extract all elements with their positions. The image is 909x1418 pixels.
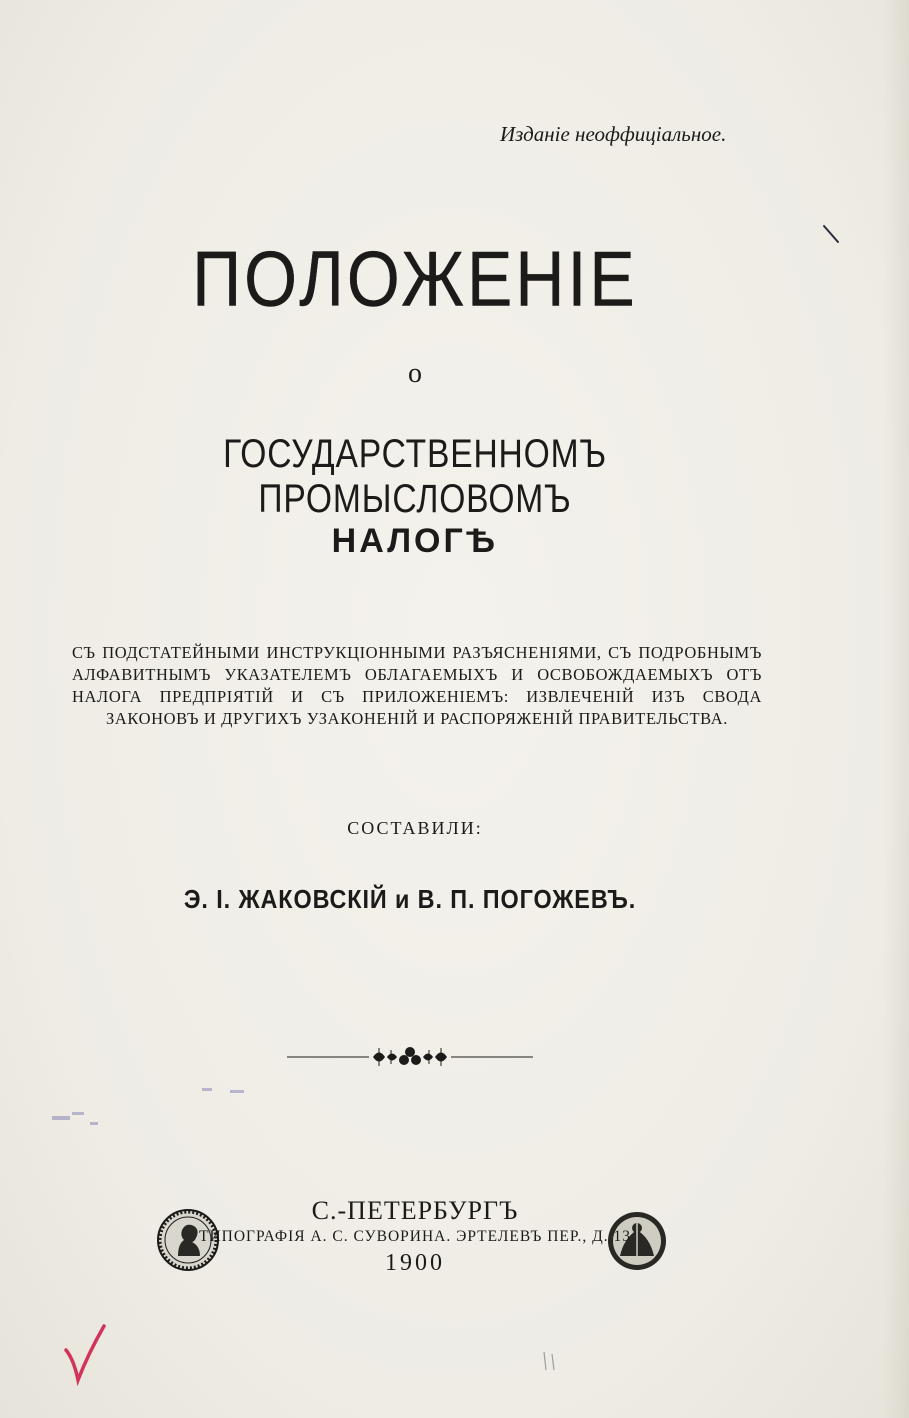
authors-names: Э. І. ЖАКОВСКІЙ и В. П. ПОГОЖЕВЪ. [183,884,637,914]
edition-note: Изданіе неоффиціальное. [500,122,727,146]
book-description: СЪ ПОДСТАТЕЙНЫМИ ИНСТРУКЦІОННЫМИ РАЗЪЯСНЕНІЯМИ, СЪ ПОДРОБНЫМЪ АЛФАВИТНЫМЪ УКАЗАТЕЛЕМЪ ОБЛАГАЕМЫХЪ И ОСВОБОЖДАЕМЫХЪ ОТЪ НАЛОГА ПРЕДПРІЯТІЙ И СЪ ПРИЛОЖЕНІЕМЪ: ИЗВЛЕЧЕНІЙ ИЗЪ СВОДА ЗАКОНОВЪ И ДРУГИХЪ УЗАКОНЕНІЙ И РАСПОРЯЖЕНІЙ ПРАВИТЕЛЬСТВА. [72,643,762,728]
faded-stamp-marks [50,1086,260,1130]
pencil-tick-mark [822,224,842,246]
title-preposition: о [408,358,422,389]
red-pencil-check-mark [58,1320,114,1394]
ornament-divider-icon [287,1044,533,1070]
pencil-note-mark [540,1350,564,1372]
title-tax: НАЛОГѢ [331,522,499,560]
imprint-city: С.-ПЕТЕРБУРГЪ [311,1196,519,1225]
compilers-label: СОСТАВИЛИ: [347,818,483,838]
page-edge-shadow [883,0,909,1418]
imprint-printer: ТИПОГРАФІЯ А. С. СУВОРИНА. ЭРТЕЛЕВЪ ПЕР., Д. 13 [199,1228,631,1245]
title-subject: ГОСУДАРСТВЕННОМЪ ПРОМЫСЛОВОМЪ [223,432,607,521]
imprint-year: 1900 [385,1250,445,1276]
book-title: ПОЛОЖЕНІЕ [192,235,638,323]
